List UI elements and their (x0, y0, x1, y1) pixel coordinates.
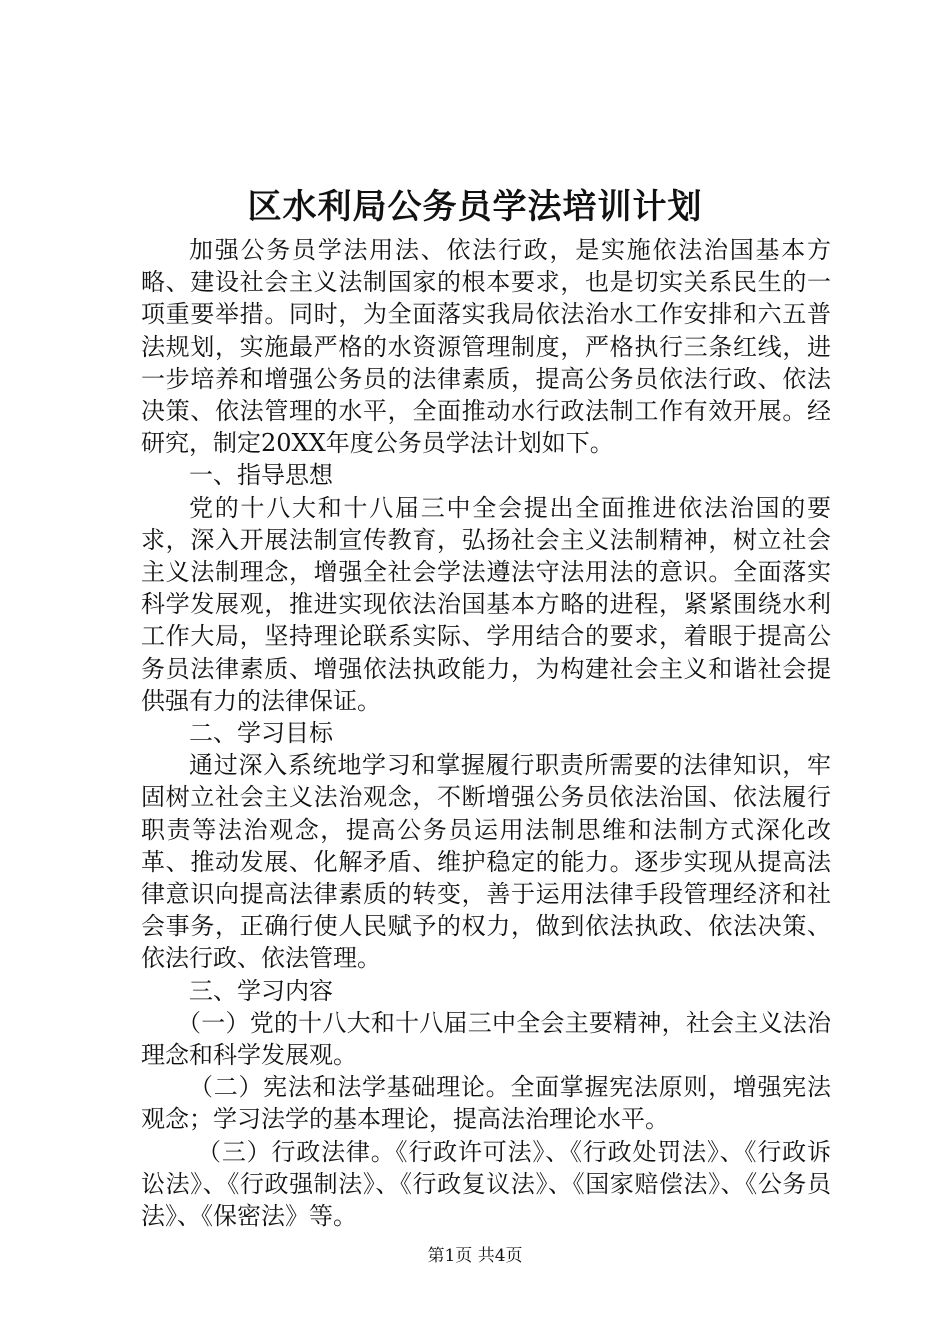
document-body (141, 234, 831, 1232)
intro-paragraph: 加强公务员学法用法、依法行政，是实施依法治国基本方略、建设社会主义法制国家的根本要求，也是切实关系民生的一项重要举措。同时，为全面落实我局依法治水工作安排和六五普法规划，实施最严格的水资源管理制度，严格执行三条红线，进一步培养和增强公务员的法律素质，提高公务员依法行政、依法决策、依法管理的水平，全面推动水行政法制工作有效开展。经研究，制定20XX年度公务员学法计划如下。 (141, 236, 831, 458)
section-heading-guiding-thought: 一、指导思想 (189, 461, 333, 490)
section-heading-learning-goals: 二、学习目标 (189, 719, 333, 748)
section-heading-learning-content: 三、学习内容 (189, 976, 333, 1005)
content-item-2: （二）宪法和法学基础理论。全面掌握宪法原则，增强宪法观念；学习法学的基本理论，提高法治理论水平。 (141, 1073, 831, 1134)
section-text-guiding-thought: 党的十八大和十八届三中全会提出全面推进依法治国的要求，深入开展法制宣传教育，弘扬社会主义法制精神，树立社会主义法制理念，增强全社会学法遵法守法用法的意识。全面落实科学发展观，推进实现依法治国基本方略的进程，紧紧围绕水利工作大局，坚持理论联系实际、学用结合的要求，着眼于提高公务员法律素质、增强依法执政能力，为构建社会主义和谐社会提供强有力的法律保证。 (141, 493, 831, 715)
content-item-1: （一）党的十八大和十八届三中全会主要精神，社会主义法治理念和科学发展观。 (141, 1008, 831, 1070)
page-number-footer: 第1页 共4页 (427, 1246, 523, 1266)
content-item-3: （三）行政法律。《行政许可法》、《行政处罚法》、《行政诉讼法》、《行政强制法》、《行政复议法》、《国家赔偿法》、《公务员法》、《保密法》等。 (141, 1137, 831, 1231)
document-title: 区水利局公务员学法培训计划 (247, 187, 703, 227)
section-text-learning-goals: 通过深入系统地学习和掌握履行职责所需要的法律知识，牢固树立社会主义法治观念，不断增强公务员依法治国、依法履行职责等法治观念，提高公务员运用法制思维和法制方式深化改革、推动发展、化解矛盾、维护稳定的能力。逐步实现从提高法律意识向提高法律素质的转变，善于运用法律手段管理经济和社会事务，正确行使人民赋予的权力，做到依法执政、依法决策、依法行政、依法管理。 (141, 751, 831, 973)
